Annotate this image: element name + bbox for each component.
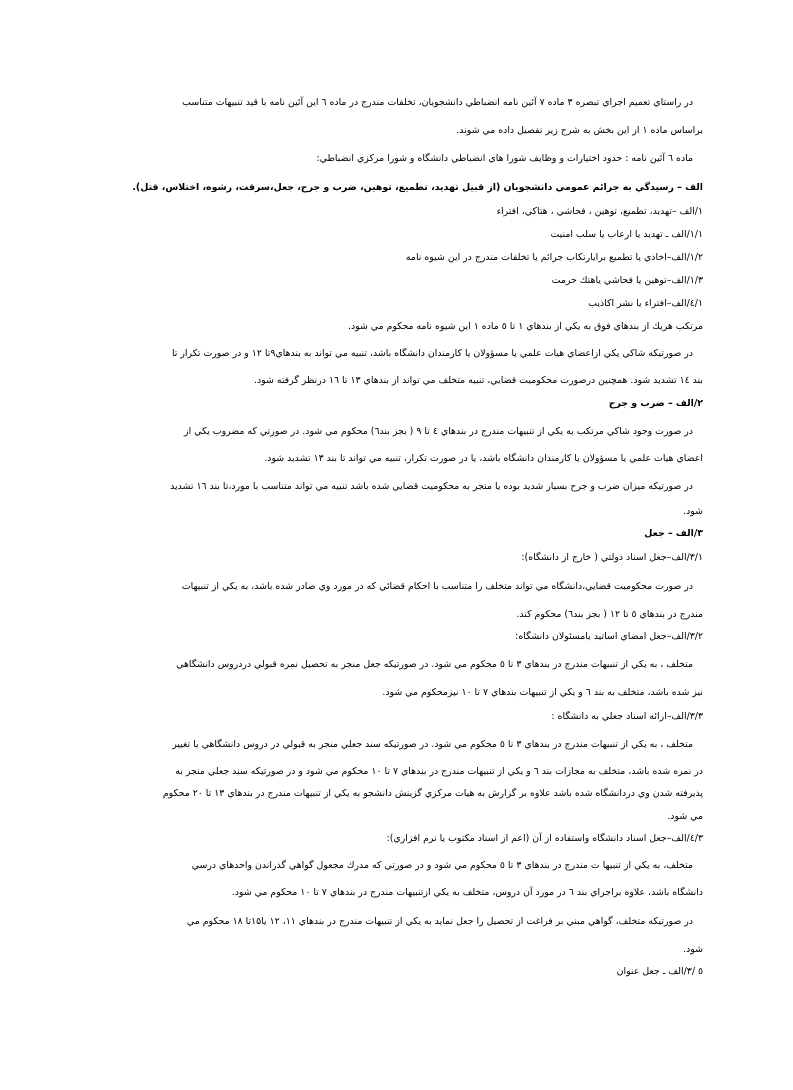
item-3-4-para-2-line-1: در صورتيكه متخلف، گواهي مبني بر فراغت از تحصيل را جعل نمايد به يكي از تنبيهات مندرج در بندهاي ۱۱، ۱۲ يا۱۵تا ۱۸ محكوم مي <box>186 916 693 927</box>
item-3-1-para-line-2: مندرج در بندهاي ٥ تا ۱۲ ( بجز بند٦) محكوم كند. <box>516 609 703 620</box>
item-1-complaint-line-2: بند ۱٤ تشديد شود. همچنين درصورت محكوميت قضايي، تنبيه متخلف مي تواند از بندهاي ۱۳ تا ۱٦ درنظر گرفته شود. <box>253 375 703 386</box>
item-1-penalty: مرتكب هريك از بندهاي فوق به يكي از بندهاي ۱ تا ٥ ماده ۱ اين شيوه نامه محكوم مي شود. <box>347 321 703 332</box>
item-3-4-para-2-line-2: شود. <box>683 944 703 955</box>
item-1-4: ۱/٤/الف–افتراء يا نشر اكاذيب <box>588 298 703 309</box>
item-3-3-para-line-3: پذيرفته شدن وي دردانشگاه شده باشد علاوه بر گزارش به هيات مركزي گزينش دانشجو به يكي از تنبيهات مندرج در بندهاي ۱۳ تا ۲۰ محكوم <box>162 788 703 799</box>
item-1-complaint-line-1: در صورتيكه شاكي يكي ازاعضاي هيات علمي يا مسؤولان يا كارمندان دانشگاه باشد، تنبيه مي تواند به بندهاي۹تا ۱۲ و در صورت تكرار تا <box>171 348 693 359</box>
item-2-heading: ۲/الف – ضرب و جرح <box>608 398 703 409</box>
item-3-4-heading: ۳/٤/الف–جعل اسناد دانشگاه واستفاده از آن (اعم از اسناد مكتوب يا نرم افزاري): <box>386 833 703 844</box>
item-3-4-para-1-line-2: دانشگاه باشد، علاوه براجراي بند ٦ در مورد آن دروس، متخلف به يكي ازتنبيهات مندرج در بندهاي ۷ تا ۱۰ محكوم مي شود. <box>231 887 703 898</box>
item-1-1: ۱/۱/الف ـ تهديد يا ارعاب يا سلب امنيت <box>550 229 703 240</box>
item-3-3-para-line-4: مي شود. <box>667 811 703 822</box>
section-alef-heading: الف – رسيدگي به جرائم عمومي دانشجويان (از قبيل تهديد، تطميع، توهين، ضرب و جرح، جعل،سرقت، رشوه، اختلاس، قتل). <box>132 182 703 193</box>
item-3-2-para-line-1: متخلف ، به يكي از تنبيهات مندرج در بندهاي ۳ تا ٥ محكوم مي شود. در صورتيكه جعل منجر به تحصيل نمره قبولي دردروس دانشگاهي <box>176 659 693 670</box>
item-3-1-para-line-1: در صورت محكوميت قضايي،دانشگاه مي تواند متخلف را متناسب با احكام قضائي كه در مورد وي صادر شده باشد، به يكي از تنبيهات <box>181 581 693 592</box>
item-3-2-para-line-2: نيز شده باشد، متخلف به بند ٦ و يكي از تنبيهات بندهاي ۷ تا ۱۰ نيزمحكوم مي شود. <box>382 687 703 698</box>
item-1-3: ۱/۳/الف–توهين يا فحاشي ياهتك حرمت <box>551 275 703 286</box>
item-3-4-para-1-line-1: متخلف، به يكي از تنبيها ت مندرج در بندهاي ۳ تا ٥ محكوم مي شود و در صورتي كه مدرك مجعول گواهي گذراندن واحدهاي درسي <box>191 860 693 871</box>
item-3-3-heading: ۳/۳/الف–ارائه اسناد جعلي به دانشگاه : <box>551 711 703 722</box>
article-6-heading: ماده ٦ آئين نامه : حدود اختيارات و وظايف شورا هاي انضباطي دانشگاه و شورا مركزي انضباطي: <box>316 153 693 164</box>
item-1-heading: ۱/الف –تهديد، تطميع، توهين ، فحاشي ، هتاكي، افتراء <box>496 206 703 217</box>
item-3-3-para-line-2: در نمره شده باشد، متخلف به مجازات بند ٦ و يكي از تنبيهات مندرج در بندهاي ۷ تا ۱۰ محكوم مي شود و در صورتيكه سند جعلي منجر به <box>175 766 703 777</box>
item-3-5-heading: ٥ /۳/الف ـ جعل عنوان <box>616 966 703 977</box>
item-1-2: ۱/۲/الف–اخاذي يا تطميع برايارتكاب جرائم يا تخلفات مندرج در اين شيوه نامه <box>405 252 703 263</box>
item-3-3-para-line-1: متخلف ، به يكي از تنبيهات مندرج در بندهاي ۳ تا ٥ محكوم مي شود. در صورتيكه سند جعلي منجر به قبولي در دروس دانشگاهي يا تغيير <box>172 739 693 750</box>
item-2-para-2-line-2: شود. <box>683 506 703 517</box>
paragraph-intro-line-2: براساس ماده ۱ از اين بخش به شرح زير تفصيل داده مي شوند. <box>456 125 703 136</box>
item-3-heading: ۳/الف – جعل <box>644 528 703 539</box>
paragraph-intro-line-1: در راستاي تعميم اجراي تبصره ۳ ماده ۷ آئين نامه انضباطي دانشجويان، تخلفات مندرج در ماده ٦ اين آئين نامه با قيد تنبيهات متناسب <box>182 97 693 108</box>
item-2-para-1-line-2: اعضاي هيات علمي يا مسؤولان يا كارمندان دانشگاه باشد، يا در صورت تكرار، تنبيه مي تواند تا بند ۱۳ تشديد شود. <box>264 453 703 464</box>
item-3-1-heading: ۳/۱/الف–جعل اسناد دولتي ( خارج از دانشگاه): <box>521 552 703 563</box>
item-3-2-heading: ۳/۲/الف–جعل امضاي اساتيد يامسئولان دانشگاه: <box>515 631 703 642</box>
item-2-para-1-line-1: در صورت وجود شاكي مرتكب به يكي از تنبيهات مندرج در بندهاي ٤ تا ۹ ( بجز بند٦) محكوم مي شود. در صورتي كه مضروب يكي از <box>184 426 693 437</box>
item-2-para-2-line-1: در صورتيكه ميزان ضرب و جرح بسيار شديد بوده يا منجر به محكوميت قضايي شده باشد تنبيه مي تواند متناسب با مورد،تا بند ۱٦ تشديد <box>170 481 693 492</box>
